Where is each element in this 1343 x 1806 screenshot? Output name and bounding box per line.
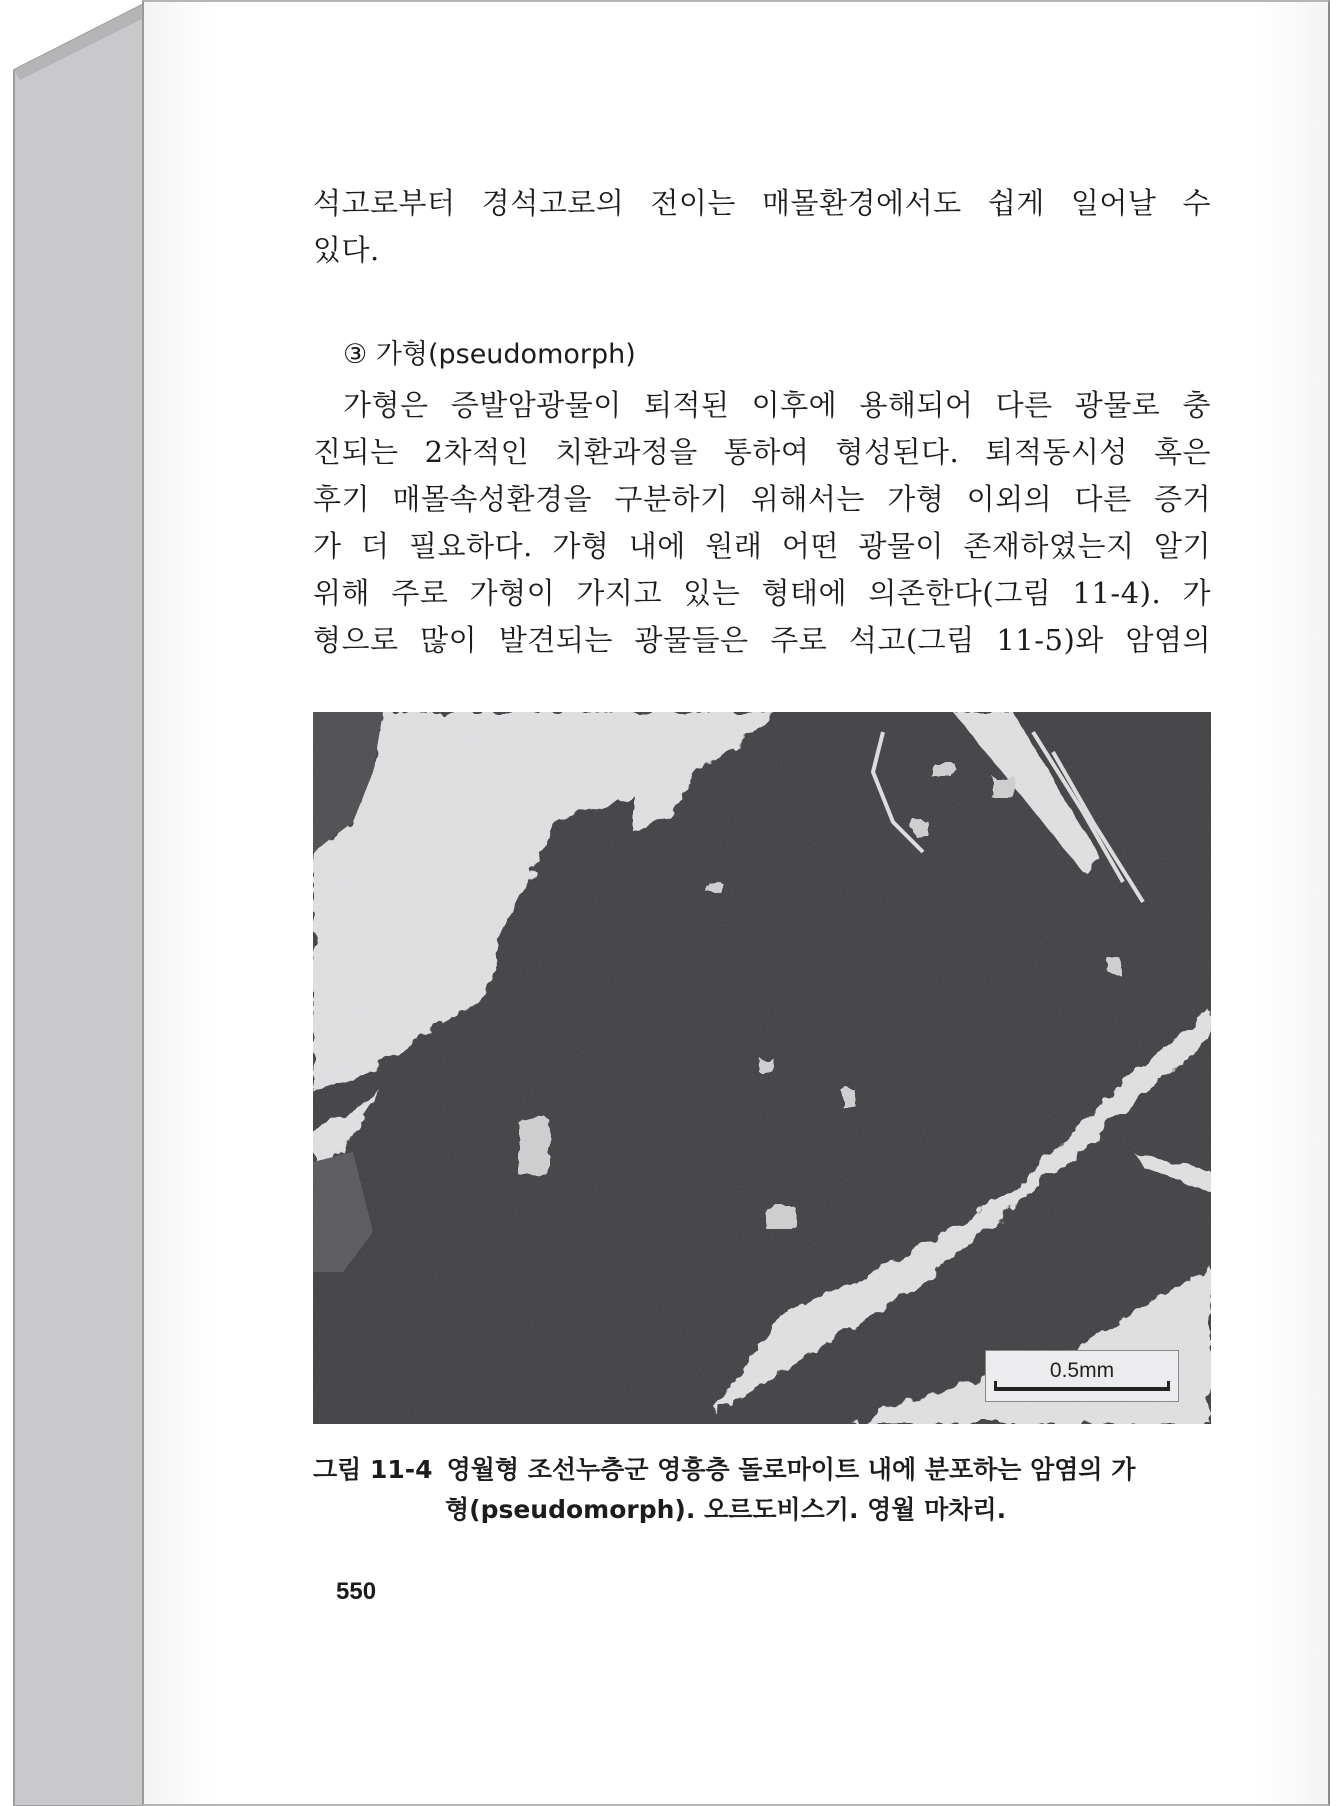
body-paragraph xyxy=(313,382,1211,664)
caption-text-line-2: 형(pseudomorph). 오르도비스기. 영월 마차리. xyxy=(445,1495,1007,1524)
caption-text-line-1: 영월형 조선누층군 영흥층 돌로마이트 내에 분포하는 암염의 가 xyxy=(446,1455,1136,1484)
text-line: 가형은 증발암광물이 퇴적된 이후에 용해되어 다른 광물로 충 xyxy=(343,388,1211,422)
scale-bar-tick-left xyxy=(994,1381,997,1391)
scale-bar-line xyxy=(994,1387,1170,1391)
text-line: 진되는 2차적인 치환과정을 통하여 형성된다. 퇴적동시성 혹은 xyxy=(313,435,1211,469)
text-line: 형으로 많이 발견되는 광물들은 주로 석고(그림 11-5)와 암염의 xyxy=(313,623,1211,657)
micrograph-figure xyxy=(313,712,1211,1424)
intro-paragraph xyxy=(313,180,1211,274)
micrograph-image xyxy=(313,712,1211,1424)
figure-caption xyxy=(313,1450,1211,1530)
book-spine xyxy=(10,0,148,1806)
text-line: 후기 매몰속성환경을 구분하기 위해서는 가형 이외의 다른 증거 xyxy=(313,482,1211,516)
text-line: 있다. xyxy=(313,233,380,267)
page-number: 550 xyxy=(336,1578,377,1605)
text-line: 위해 주로 가형이 가지고 있는 형태에 의존한다(그림 11-4). 가 xyxy=(313,576,1211,610)
section-heading: ③ 가형(pseudomorph) xyxy=(343,339,636,370)
scale-bar xyxy=(985,1350,1179,1402)
caption-label: 그림 11-4 xyxy=(313,1455,433,1484)
text-line: 석고로부터 경석고로의 전이는 매몰환경에서도 쉽게 일어날 수 xyxy=(313,186,1211,220)
text-line: 가 더 필요하다. 가형 내에 원래 어떤 광물이 존재하였는지 알기 xyxy=(313,529,1211,563)
scale-bar-label: 0.5mm xyxy=(1049,1359,1115,1382)
scale-bar-tick-right xyxy=(1167,1381,1170,1391)
